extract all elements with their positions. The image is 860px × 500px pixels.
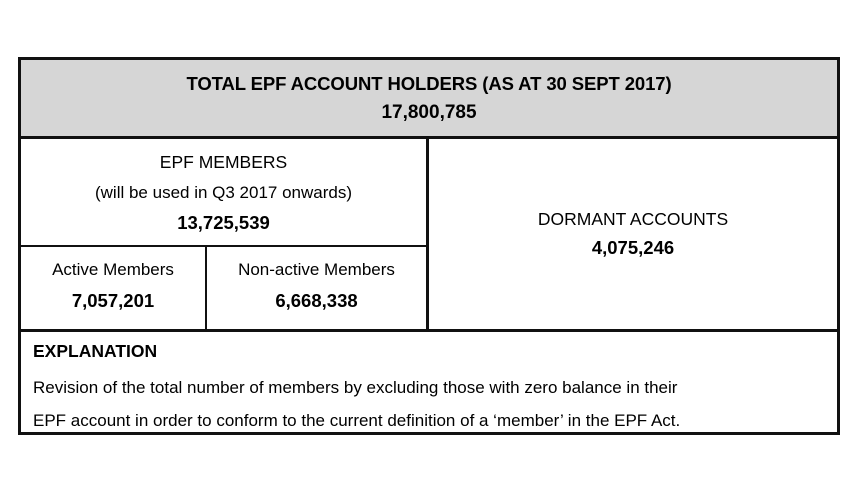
active-members-cell [21,247,207,329]
non-active-members-value: 6,668,338 [275,290,358,312]
epf-members-breakdown-row [21,247,426,329]
epf-members-note: (will be used in Q3 2017 onwards) [94,182,353,202]
epf-members-summary-cell [21,139,426,247]
table-header-title: TOTAL EPF ACCOUNT HOLDERS (AS AT 30 SEPT 2017) [186,72,672,94]
non-active-members-cell [207,247,426,329]
dormant-accounts-cell [429,139,837,329]
active-members-label: Active Members [52,259,174,279]
explanation-title: EXPLANATION [33,341,158,361]
epf-account-holders-table [18,57,840,435]
table-header-row [21,60,837,139]
table-middle-row [21,139,837,332]
dormant-accounts-label: DORMANT ACCOUNTS [537,209,729,230]
active-members-value: 7,057,201 [71,290,155,312]
dormant-accounts-value: 4,075,246 [591,236,675,258]
non-active-members-label: Non-active Members [238,259,395,279]
explanation-line-2: EPF account in order to conform to the current definition of a ‘member’ in the EPF Act. [33,410,681,430]
explanation-line-1: Revision of the total number of members by excluding those with zero balance in their [33,377,678,397]
table-header-total-value: 17,800,785 [381,101,477,123]
explanation-row [21,332,837,437]
epf-members-column [21,139,429,329]
epf-members-title: EPF MEMBERS [159,152,288,173]
epf-members-value: 13,725,539 [177,211,270,233]
